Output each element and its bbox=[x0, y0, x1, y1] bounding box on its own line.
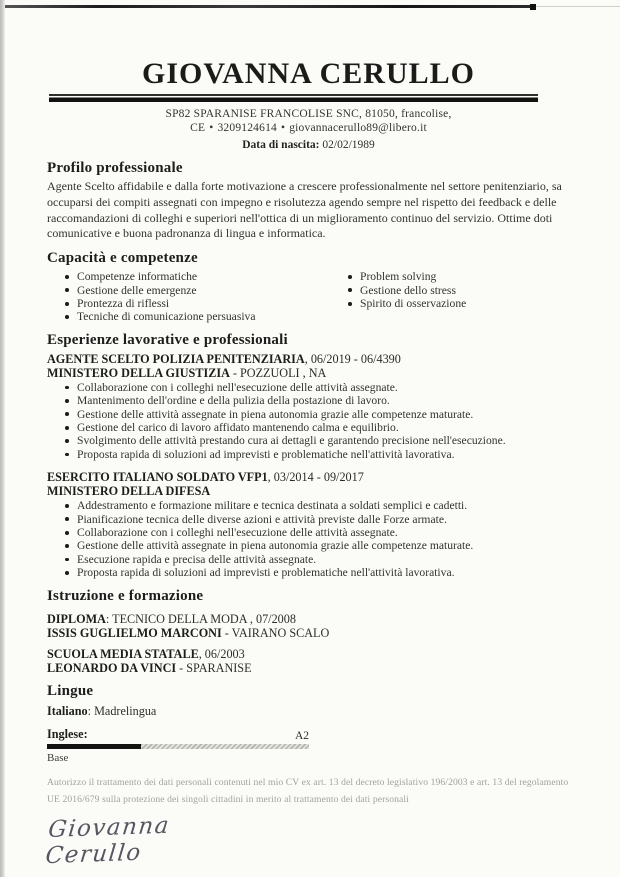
cv-footer bbox=[44, 774, 571, 870]
section-title-profile: Profilo professionale bbox=[47, 160, 183, 176]
education-school-location: - SPARANISE bbox=[176, 660, 252, 675]
english-level-bar bbox=[47, 744, 309, 749]
language-english-label: Inglese: bbox=[47, 726, 88, 741]
education-school: LEONARDO DA VINCI bbox=[47, 660, 177, 675]
bullet-separator: • bbox=[280, 122, 286, 134]
cv-content bbox=[47, 0, 570, 764]
job-entry bbox=[47, 352, 570, 461]
education-entry bbox=[47, 647, 570, 675]
list-item: Gestione delle attività assegnate in piena autonomia grazie alle competenze maturate. bbox=[47, 539, 570, 552]
language-english-level-code: A2 bbox=[294, 729, 309, 742]
birth-value: 02/02/1989 bbox=[322, 139, 375, 151]
section-title-education: Istruzione e formazione bbox=[47, 587, 204, 604]
education-degree-line bbox=[47, 647, 570, 661]
education-school-location: - VAIRANO SCALO bbox=[221, 625, 330, 640]
language-native-label: Italiano bbox=[47, 703, 88, 718]
list-item: Svolgimento delle attività prestando cura ai dettagli e garantendo precisione nell'esecuzione. bbox=[47, 434, 570, 447]
section-title-skills: Capacità e competenze bbox=[47, 250, 198, 267]
list-item: Gestione delle emergenze bbox=[47, 284, 330, 297]
list-item: Gestione dello stress bbox=[330, 284, 570, 297]
list-item: Competenze informatiche bbox=[47, 270, 330, 283]
language-english-level-name: Base bbox=[47, 751, 69, 764]
contact-line bbox=[47, 107, 570, 135]
phone-text: 3209124614 bbox=[217, 122, 277, 134]
list-item: Collaborazione con i colleghi nell'esecuzione delle attività assegnate. bbox=[47, 526, 570, 539]
list-item: Spirito di osservazione bbox=[330, 297, 570, 310]
job-employer-line bbox=[47, 366, 570, 380]
job-entry bbox=[47, 470, 570, 579]
job-role-line bbox=[47, 352, 570, 366]
title-divider bbox=[49, 94, 538, 102]
list-item: Proposta rapida di soluzioni ad imprevisti e problematiche nell'attività lavorativa. bbox=[47, 448, 570, 461]
language-english-block bbox=[47, 727, 309, 764]
skills-list-left bbox=[47, 270, 330, 324]
list-item: Addestramento e formazione militare e tecnica destinata a soldati semplici e cadetti. bbox=[47, 499, 570, 512]
job-employer: MINISTERO DELLA DIFESA bbox=[47, 484, 211, 499]
job-employer-line bbox=[47, 484, 570, 498]
education-degree: SCUOLA MEDIA STATALE bbox=[47, 646, 199, 661]
list-item: Tecniche di comunicazione persuasiva bbox=[47, 310, 330, 323]
education-entry bbox=[47, 612, 570, 640]
job-duties-list bbox=[47, 499, 570, 579]
profile-text: Agente Scelto affidabile e dalla forte motivazione a crescere professionalmente nel settore penitenziario, sa occuparsi dei compiti assegnati con impegno e risolutezza agendo sempre nel rispetto dei feedback e delle raccomandazioni di colleghi e superiori nell'ottica di un miglioramento continuo del servizio. Ottime doti comunicative e buona padronanza di lingua e informatica. bbox=[47, 179, 562, 241]
language-native-line bbox=[47, 704, 570, 718]
list-item: Mantenimento dell'ordine e della pulizia della postazione di lavoro. bbox=[47, 394, 570, 407]
education-school-line bbox=[47, 626, 570, 640]
job-role-line bbox=[47, 470, 570, 484]
education-degree-detail: , 06/2003 bbox=[198, 646, 245, 661]
job-role: ESERCITO ITALIANO SOLDATO VFP1 bbox=[47, 470, 268, 485]
job-role: AGENTE SCELTO POLIZIA PENITENZIARIA bbox=[47, 351, 305, 366]
education-school: ISSIS GUGLIELMO MARCONI bbox=[47, 625, 222, 640]
skills-column-right bbox=[330, 269, 570, 324]
education-degree-detail: : TECNICO DELLA MODA , 07/2008 bbox=[105, 611, 296, 626]
candidate-name: GIOVANNA CERULLO bbox=[141, 57, 475, 90]
email-text: giovannacerullo89@libero.it bbox=[289, 122, 427, 134]
birth-line bbox=[47, 138, 570, 152]
education-degree: DIPLOMA bbox=[47, 611, 106, 626]
education-school-line bbox=[47, 661, 570, 675]
birth-label: Data di nascita: bbox=[242, 139, 320, 151]
job-dates: , 03/2014 - 09/2017 bbox=[267, 470, 364, 485]
language-english-header bbox=[47, 727, 309, 742]
address-text: SP82 SPARANISE FRANCOLISE SNC, 81050, francolise, CE bbox=[165, 108, 452, 134]
handwritten-signature: Giovanna Cerullo bbox=[44, 812, 172, 870]
scan-artifact-left-edge bbox=[0, 0, 5, 877]
list-item: Problem solving bbox=[330, 270, 570, 283]
education-degree-line bbox=[47, 612, 570, 626]
job-duties-list bbox=[47, 381, 570, 461]
list-item: Proposta rapida di soluzioni ad imprevisti e problematiche nell'attività lavorativa. bbox=[47, 566, 570, 579]
section-title-languages: Lingue bbox=[47, 682, 94, 699]
job-employer: MINISTERO DELLA GIUSTIZIA bbox=[47, 365, 230, 380]
list-item: Gestione del carico di lavoro affidato mantenendo calma e equilibrio. bbox=[47, 421, 570, 434]
skills-column-left bbox=[47, 269, 330, 324]
list-item: Esecuzione rapida e precisa delle attività assegnate. bbox=[47, 553, 570, 566]
bullet-separator: • bbox=[209, 122, 214, 134]
job-dates: , 06/2019 - 06/4390 bbox=[304, 351, 401, 366]
english-level-fill bbox=[47, 744, 141, 749]
list-item: Pianificazione tecnica delle diverse azioni e attività previste dalle Forze armate. bbox=[47, 513, 570, 526]
language-native-level: : Madrelingua bbox=[87, 703, 157, 718]
list-item: Prontezza di riflessi bbox=[47, 297, 330, 310]
job-location: - POZZUOLI , NA bbox=[229, 365, 327, 380]
skills-list-right bbox=[330, 270, 570, 310]
list-item: Collaborazione con i colleghi nell'esecuzione delle attività assegnate. bbox=[47, 381, 570, 394]
section-title-experience: Esperienze lavorative e professionali bbox=[47, 331, 288, 348]
privacy-disclaimer: Autorizzo il trattamento dei dati personali contenuti nel mio CV ex art. 13 del decreto legislativo 196/2003 e art. 13 del regolamento UE 2016/679 sulla protezione dei singoli cittadini in merito al trattamento dei dati personali bbox=[47, 777, 569, 805]
skills-columns bbox=[47, 269, 570, 324]
list-item: Gestione delle attività assegnate in piena autonomia grazie alle competenze maturate. bbox=[47, 408, 570, 421]
